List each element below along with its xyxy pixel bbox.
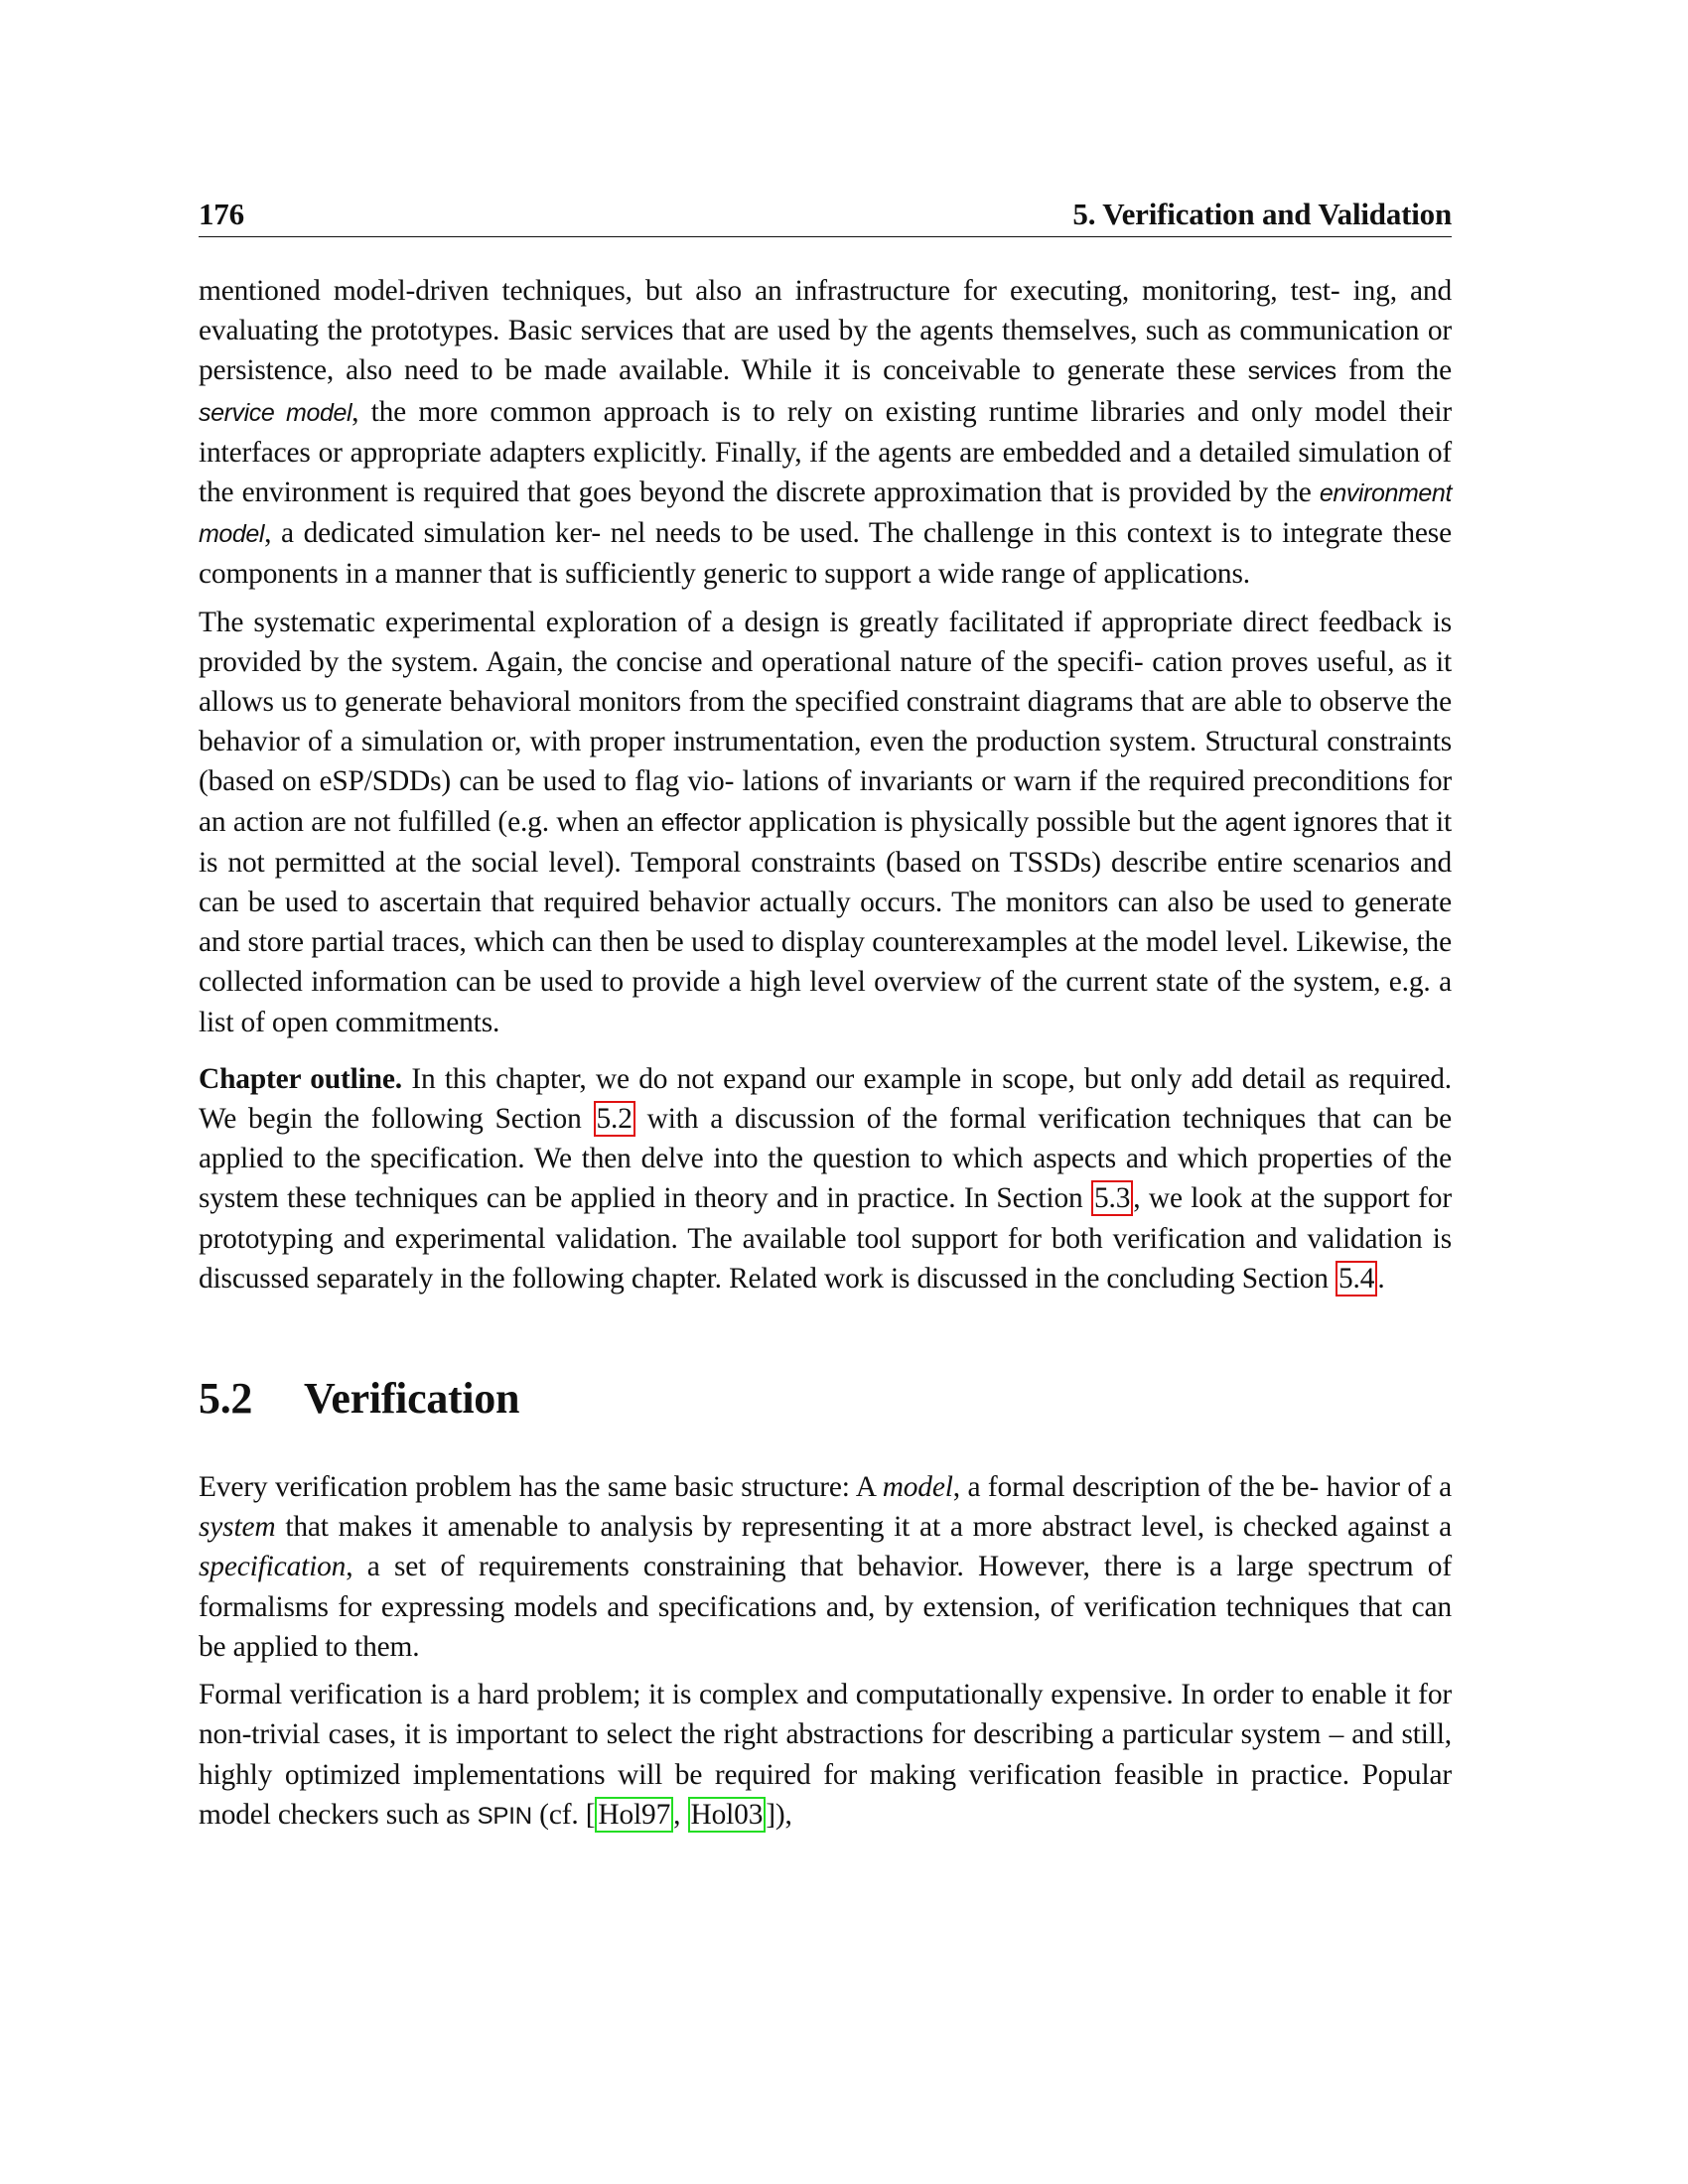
text-run: , a formal description of the be- havior of a [952,1471,1452,1504]
term-specification: specification [199,1551,347,1583]
term-service-model: service model [199,398,352,427]
text-run: mentioned model-driven techniques, but also an infrastructure for executing, monitoring, test- ing, and evaluating the prototypes. Basic services that are used by the agents themselves, such as communication or persistence, also need to be made available. While it is conceivable to generate these [199,275,1452,387]
book-page [199,195,1452,1844]
text-run: , we look at the support for prototyping and experimental validation. The available tool support for both verification and validation is discussed separately in the following chapter. Related work is discussed in the concluding Section [199,1182,1452,1295]
text-run: . [1377,1262,1385,1295]
page-number: 176 [199,197,244,231]
chapter-title: 5. Verification and Validation [1072,197,1452,231]
term-environment-model: environment model [199,479,1452,549]
text-run: The systematic experimental exploration of a design is greatly facilitated if appropriate direct feedback is provided by the system. Again, the concise and operational nature of the specifi- cation proves useful, as it allows us to generate behavioral monitors from the specified constraint diagrams that are able to observe the behavior of a simulation or, with proper instrumentation, even the production system. Structural constraints (based on eSP/SDDs) can be used to flag vio- lations of invariants or warn if the required preconditions for an action are not fulfilled (e.g. when an [199,606,1452,838]
section-link-5-3[interactable]: 5.3 [1091,1180,1133,1216]
section-link-5-4[interactable]: 5.4 [1336,1261,1377,1297]
paragraph-chapter-outline [199,1059,1452,1298]
term-agent: agent [1224,808,1286,837]
tool-name-spin: SPIN [477,1802,532,1830]
section-title: Verification [304,1374,520,1424]
section-heading [199,1372,1452,1426]
citation-link-hol03[interactable]: Hol03 [688,1797,767,1833]
text-run: application is physically possible but the [741,805,1225,838]
section-link-5-2[interactable]: 5.2 [594,1101,635,1137]
paragraph-exploration [199,603,1452,1042]
paragraph-verification-structure [199,1467,1452,1667]
citation-link-hol97[interactable]: Hol97 [595,1797,673,1833]
running-header [199,195,1452,237]
section-number: 5.2 [199,1374,253,1424]
text-run: , a dedicated simulation ker- nel needs to be used. The challenge in this context is to integrate these components in a manner that is sufficiently generic to support a wide range of applications. [199,517,1452,591]
text-run: from the [1336,354,1452,387]
term-effector: effector [660,808,742,837]
text-run: with a discussion of the formal verification techniques that can be applied to the specification. We then delve into the question to which aspects and which properties of the system these techniques can be applied in theory and in practice. In Section [199,1103,1453,1215]
text-run: In this chapter, we do not expand our example in scope, but only add detail as required. We begin the following Section [199,1062,1452,1136]
text-run: , the more common approach is to rely on existing runtime libraries and only model their interfaces or appropriate adapters explicitly. Finally, if the agents are embedded and a detailed simulation of the environment is required that goes beyond the discrete approximation that is provided by the [199,395,1453,509]
text-run: , a set of requirements constraining that behavior. However, there is a large spectrum of formalisms for expressing models and specifications and, by extension, of verification techniques that can be applied to them. [199,1551,1452,1663]
text-run: Every verification problem has the same basic structure: A [199,1471,883,1504]
text-run: that makes it amenable to analysis by representing it at a more abstract level, is checked against a [275,1511,1452,1544]
paragraph-formal-verification [199,1675,1452,1837]
text-run: (cf. [ [531,1798,596,1831]
body-text [199,271,1452,1837]
term-model: model [882,1471,953,1504]
text-run: ignores that it is not permitted at the social level). Temporal constraints (based on TSSDs) describe entire scenarios and can be used to ascertain that required behavior actually occurs. The monitors can also be used to generate and store partial traces, which can then be used to display counterexamples at the model level. Likewise, the collected information can be used to provide a high level overview of the current state of the system, e.g. a list of open commitments. [199,805,1453,1038]
text-run: Formal verification is a hard problem; it is complex and computationally expensive. In order to enable it for non-trivial cases, it is important to select the right abstractions for describing a particular system – and still, highly optimized implementations will be required for making verification feasible in practice. Popular model checkers such as [199,1679,1452,1831]
text-run: ]), [766,1798,792,1831]
text-run: , [673,1798,688,1831]
term-system: system [199,1511,276,1544]
paragraph-heading: Chapter outline. [199,1062,402,1095]
term-services: services [1247,357,1336,386]
paragraph-infrastructure [199,271,1452,595]
